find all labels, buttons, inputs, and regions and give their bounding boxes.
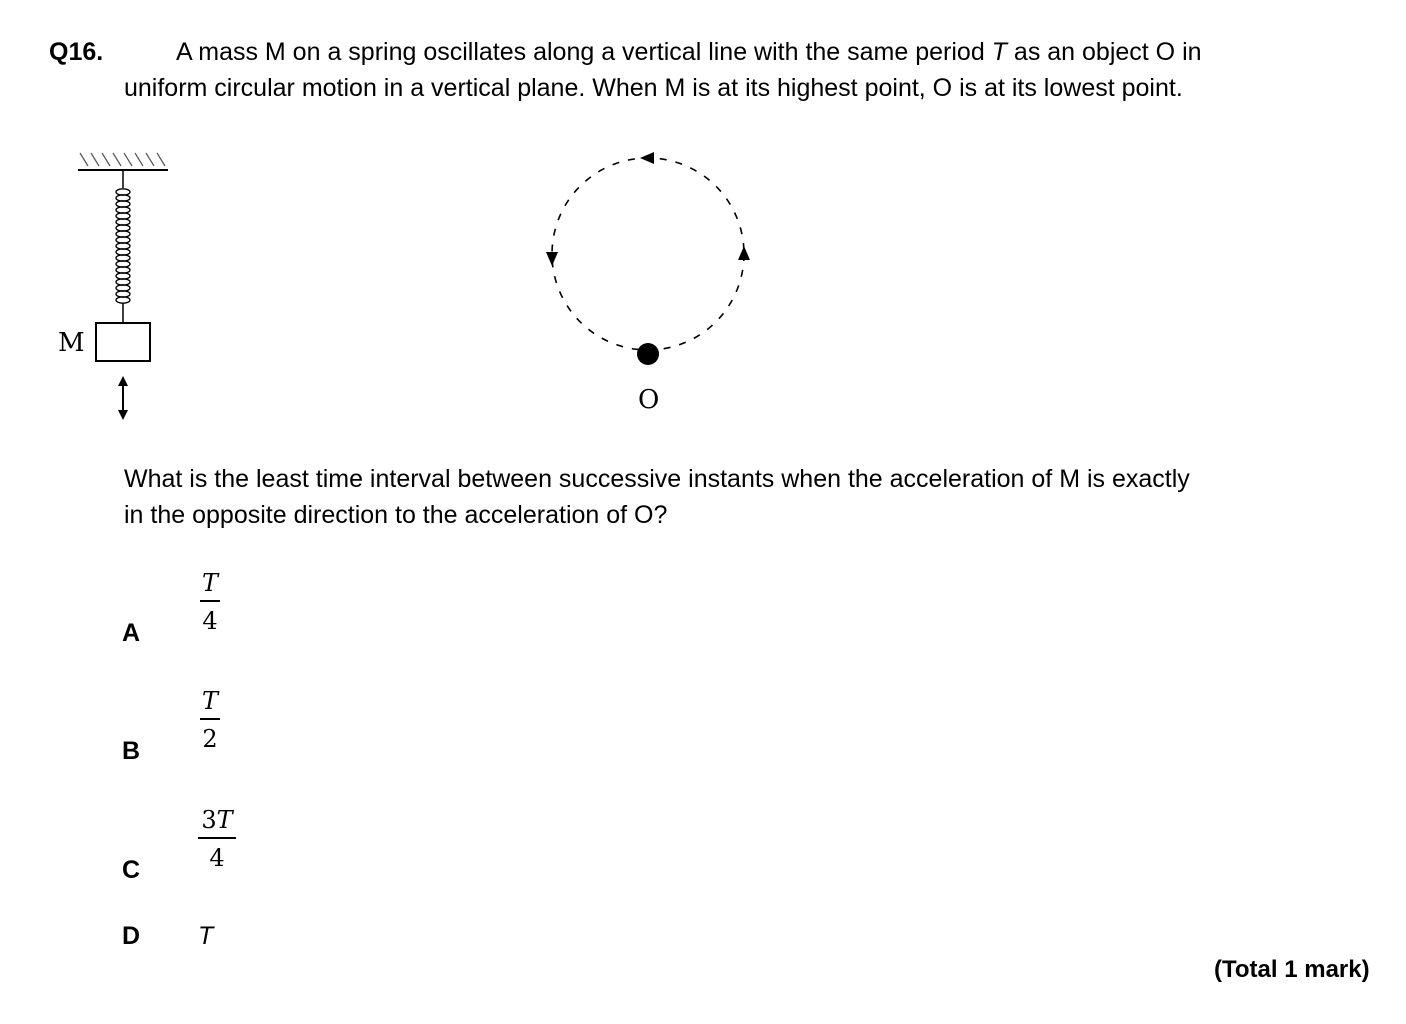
ceiling-hatch	[80, 153, 165, 166]
option-a-denominator: 4	[202, 607, 218, 635]
option-a-letter[interactable]: A	[122, 619, 141, 647]
option-c-fraction[interactable]	[198, 807, 236, 871]
option-b-letter[interactable]: B	[122, 737, 141, 765]
stem-period-variable: T	[991, 38, 1007, 66]
question-stem-line-2: uniform circular motion in a vertical plane. When M is at its highest point, O is at its lowest point.	[124, 74, 1183, 102]
stem-text-a: A mass M on a spring oscillates along a vertical line with the same period	[176, 38, 992, 66]
option-d-letter[interactable]: D	[122, 922, 141, 950]
left-direction-arrow-icon	[546, 252, 558, 266]
option-d-value[interactable]: T	[198, 922, 214, 950]
mass-label: M	[58, 328, 85, 358]
oscillation-arrow-icon	[118, 376, 128, 420]
option-a-numerator: T	[201, 569, 218, 597]
option-a-fraction-bar	[200, 600, 220, 602]
mass-block	[96, 323, 150, 361]
object-label: O	[638, 385, 660, 415]
spring-coil	[116, 189, 130, 303]
question-ask-line-1: What is the least time interval between successive instants when the acceleration of M is exactly	[124, 465, 1190, 493]
option-c-denominator: 4	[209, 844, 225, 872]
option-c-letter[interactable]: C	[122, 856, 141, 884]
stem-text-b: as an object O in	[1006, 38, 1202, 66]
option-c-numerator	[201, 807, 232, 833]
question-stem-line-1	[176, 36, 1202, 68]
option-b-fraction[interactable]	[200, 688, 220, 752]
right-direction-arrow-icon	[738, 246, 750, 260]
option-b-fraction-bar	[200, 718, 220, 720]
circular-path	[552, 158, 744, 350]
total-marks: (Total 1 mark)	[1214, 956, 1370, 983]
option-a-fraction[interactable]	[200, 570, 220, 634]
object-o-dot	[637, 343, 659, 365]
option-b-denominator: 2	[202, 725, 218, 753]
top-direction-arrow-icon	[640, 152, 654, 164]
option-c-numerator-coeff: 3	[201, 806, 217, 834]
option-c-numerator-var: T	[216, 806, 233, 834]
option-c-fraction-bar	[198, 837, 236, 839]
circular-motion-diagram	[530, 150, 770, 420]
option-b-numerator: T	[201, 687, 218, 715]
question-ask-line-2: in the opposite direction to the acceleration of O?	[124, 501, 668, 529]
question-number: Q16.	[49, 38, 104, 66]
spring-mass-diagram	[50, 140, 180, 430]
